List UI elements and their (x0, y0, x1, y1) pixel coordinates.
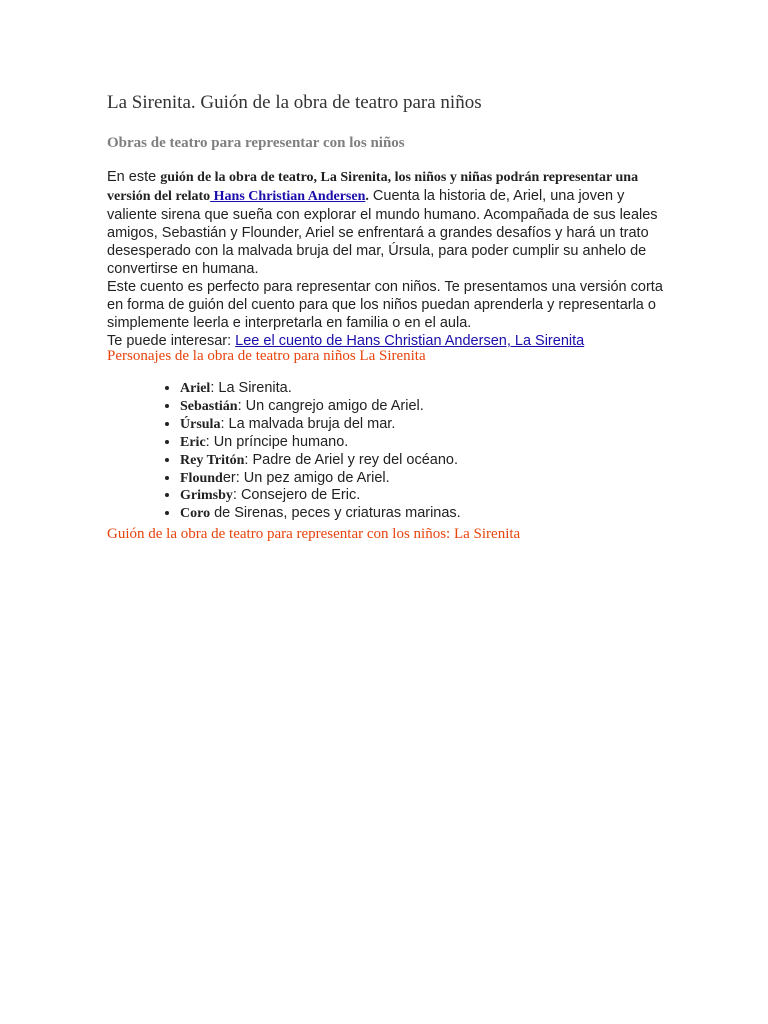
character-desc: : La Sirenita. (210, 380, 292, 396)
character-desc: : Consejero de Eric. (232, 487, 361, 504)
intro-lead: En este (107, 169, 161, 185)
intro-bold-text: guión de la obra de teatro, La Sirenita, los niños y niñas podrán representar una versión del relato (107, 170, 639, 204)
characters-heading: Personajes de la obra de teatro para niños La Sirenita (107, 348, 426, 364)
list-item (180, 380, 461, 398)
page-title: La Sirenita. Guión de la obra de teatro para niños (107, 92, 482, 113)
andersen-link[interactable]: Hans Christian Andersen (210, 189, 366, 204)
intro-link-period: . (365, 189, 369, 204)
character-desc: : Un cangrejo amigo de Ariel. (237, 397, 424, 414)
list-item (180, 416, 461, 434)
character-name: Eric (180, 434, 206, 450)
list-item (180, 505, 461, 523)
character-desc: er: Un pez amigo de Ariel. (222, 469, 390, 486)
character-name: Rey Tritón (180, 452, 245, 468)
characters-list (158, 380, 461, 523)
character-name: Flound (180, 470, 223, 486)
list-item (180, 452, 461, 470)
related-story-link[interactable]: Lee el cuento de Hans Christian Andersen, La Sirenita (235, 333, 585, 349)
intro-rest: Cuenta la historia de, Ariel, una joven y valiente sirena que sueña con explorar el mundo humano. Acompañada de sus leales amigos, Sebastián y Flounder, Ariel se enfrentará a grandes desafíos y hará un trato desesperado con la malvada bruja del mar, Úrsula, para poder cumplir su anhelo de convertirse en humana. (107, 188, 658, 277)
character-name: Coro (180, 506, 211, 522)
related-prefix: Te puede interesar: (107, 333, 236, 349)
character-desc: : Un príncipe humano. (205, 433, 349, 450)
list-item (180, 434, 461, 452)
character-desc: : Padre de Ariel y rey del océano. (244, 451, 459, 468)
character-name: Úrsula (180, 416, 221, 432)
character-desc: de Sirenas, peces y criaturas marinas. (210, 505, 461, 522)
character-name: Grimsby (180, 488, 233, 504)
list-item (180, 487, 461, 505)
character-name: Sebastián (180, 398, 238, 414)
page-subtitle: Obras de teatro para representar con los niños (107, 135, 405, 151)
script-heading: Guión de la obra de teatro para representar con los niños: La Sirenita (107, 526, 521, 542)
character-desc: : La malvada bruja del mar. (220, 415, 396, 432)
second-paragraph: Este cuento es perfecto para representar con niños. Te presentamos una versión corta en forma de guión del cuento para que los niños puedan aprenderla y representarla o simplemente leerla e interpretarla en familia o en el aula. (107, 279, 663, 331)
list-item (180, 470, 461, 488)
character-name: Ariel (180, 381, 211, 396)
intro-section (107, 168, 667, 350)
intro-paragraph (107, 168, 667, 278)
list-item (180, 398, 461, 416)
